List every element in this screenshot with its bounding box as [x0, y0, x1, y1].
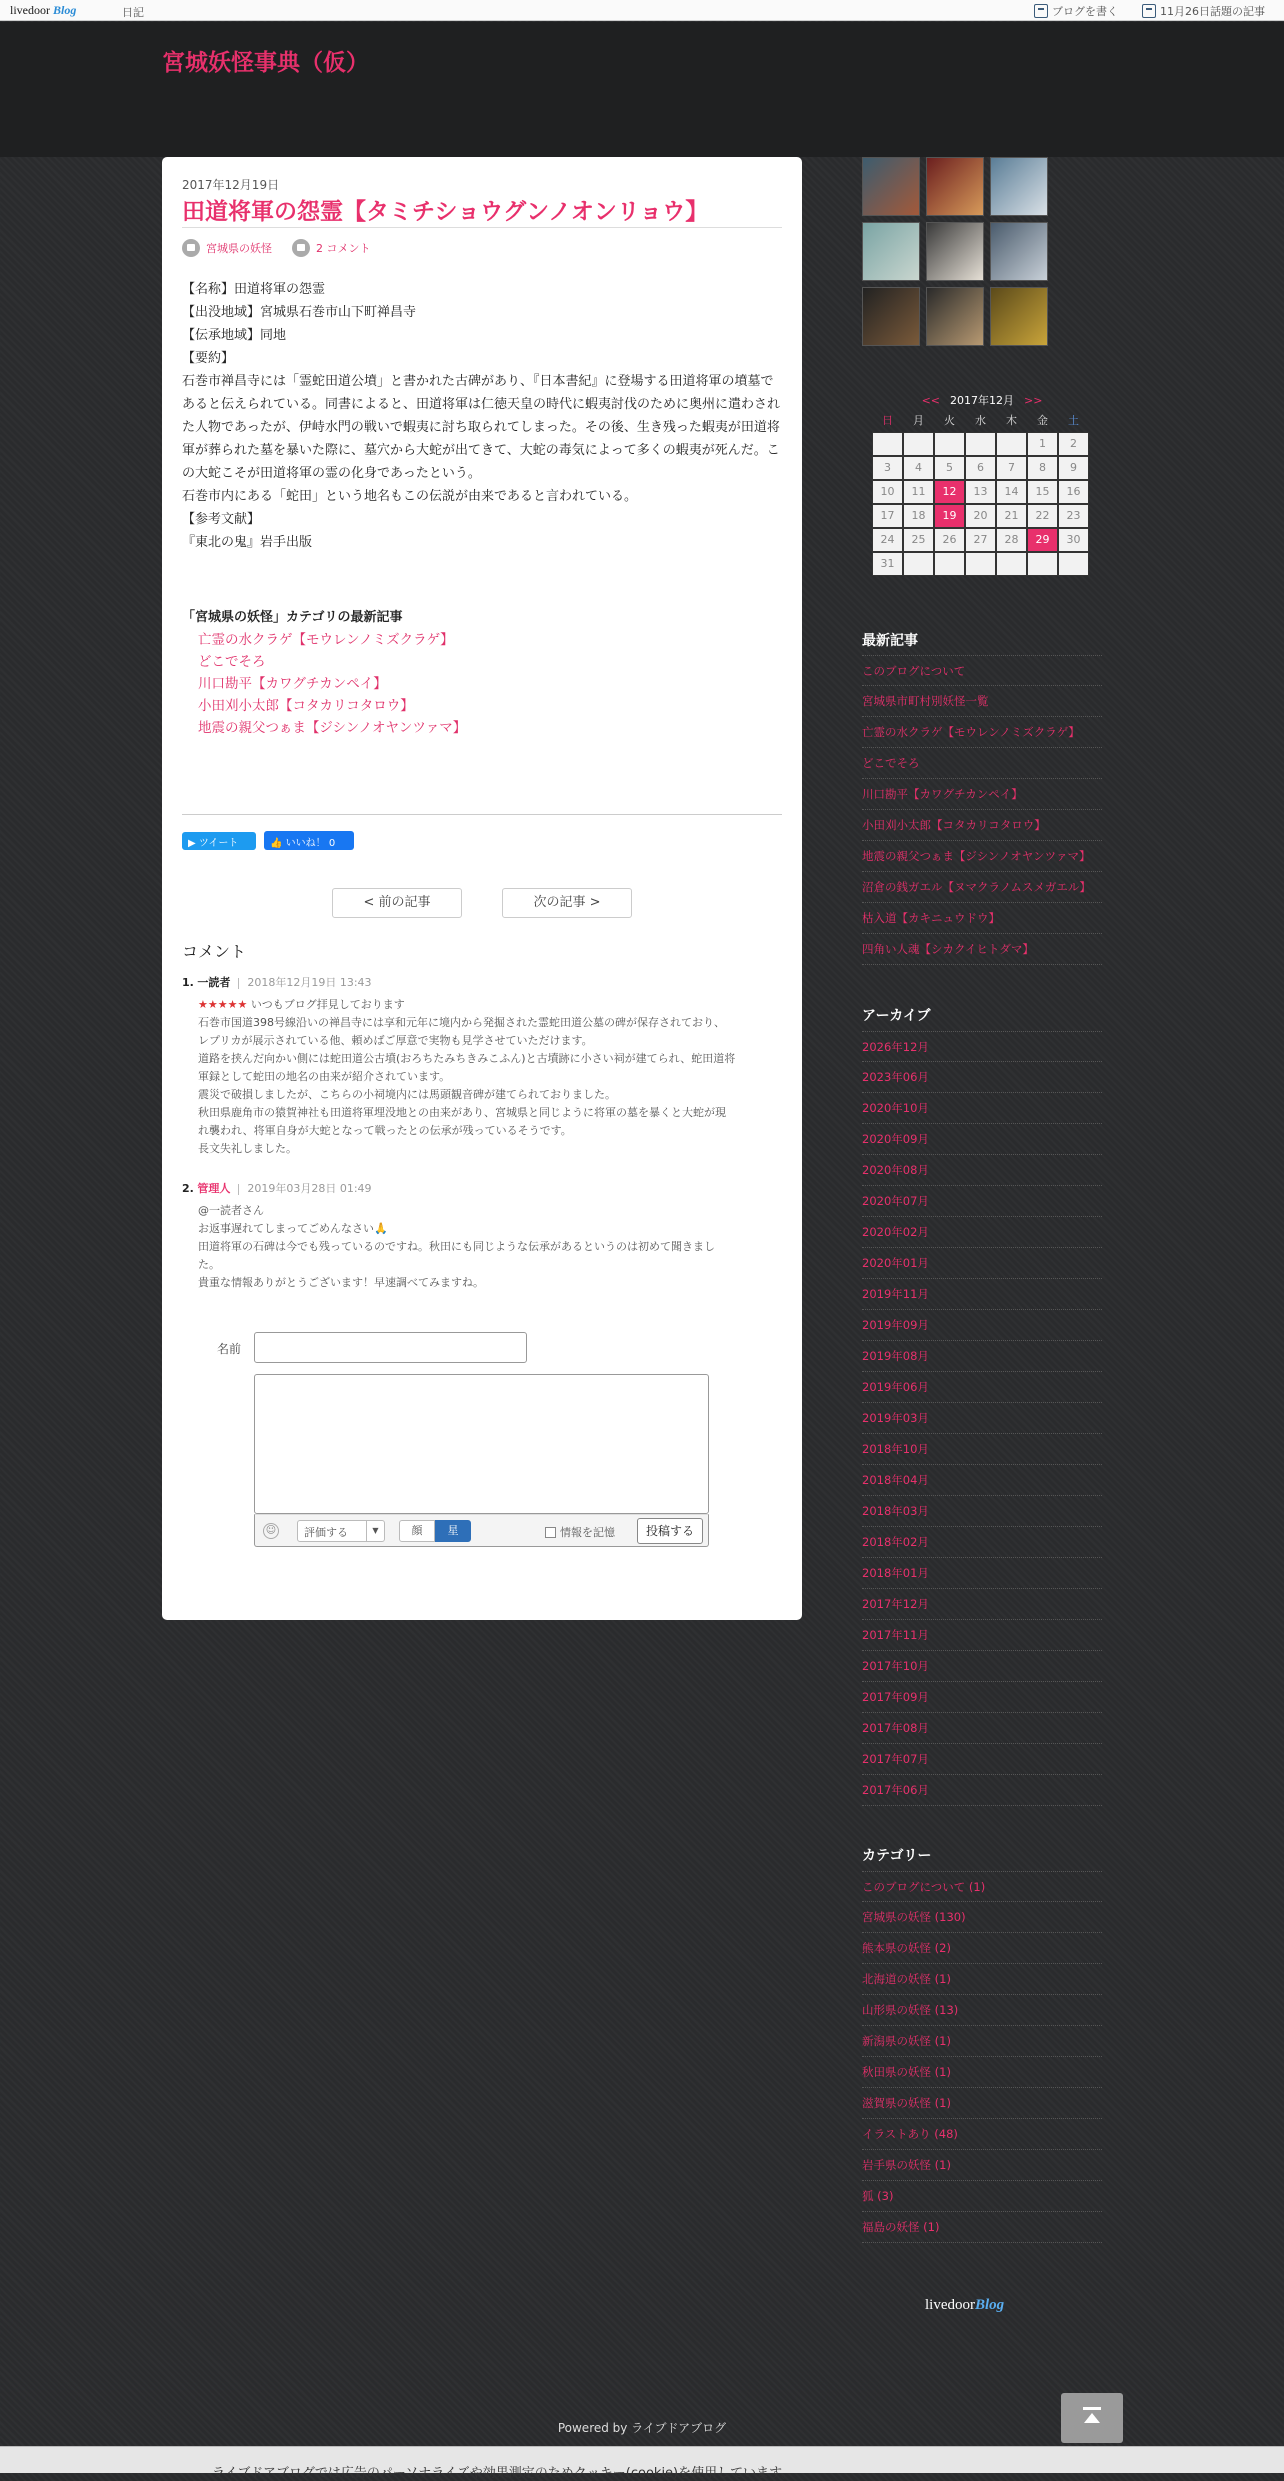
archive-link[interactable]: 2018年10月 [862, 1434, 1102, 1465]
thumbnail-image[interactable] [862, 222, 920, 281]
category-link[interactable]: 新潟県の妖怪 (1) [862, 2026, 1102, 2057]
calendar-day: 5 [934, 456, 965, 480]
checkbox-icon [545, 1527, 556, 1538]
comment-count-link[interactable]: 2 コメント [316, 242, 371, 255]
calendar-day: 9 [1058, 456, 1089, 480]
calendar-day [903, 432, 934, 456]
thumbnail-image[interactable] [862, 287, 920, 346]
calendar-day [996, 432, 1027, 456]
comment-text [182, 1202, 782, 1292]
body-line: 【名称】田道将軍の怨霊 [182, 282, 326, 297]
calendar-month: 2017年12月 [950, 394, 1014, 407]
category-icon [182, 239, 200, 257]
calendar-next[interactable]: >> [1024, 394, 1043, 407]
calendar-day: 15 [1027, 480, 1058, 504]
calendar-day [965, 552, 996, 576]
logo-text: livedoor [10, 3, 50, 17]
article-card [162, 157, 802, 1620]
write-blog-link[interactable] [1034, 3, 1118, 19]
thumbnail-image[interactable] [926, 287, 984, 346]
calendar-day: 17 [872, 504, 903, 528]
submit-comment-button[interactable]: 投稿する [637, 1518, 703, 1544]
calendar-prev[interactable]: << [921, 394, 940, 407]
archive-link[interactable]: 2020年01月 [862, 1248, 1102, 1279]
calendar-day: 6 [965, 456, 996, 480]
trending-link[interactable] [1142, 3, 1265, 19]
comment-number: 1. [182, 976, 194, 989]
calendar-day[interactable]: 19 [934, 504, 965, 528]
comment-number-author [182, 974, 230, 992]
calendar-dow: 土 [1068, 414, 1079, 427]
comment-time: 2019年03月28日 01:49 [247, 1182, 372, 1195]
calendar-day: 2 [1058, 432, 1089, 456]
calendar-dow: 水 [975, 414, 986, 427]
calendar-day: 7 [996, 456, 1027, 480]
recent-posts-list [862, 655, 1102, 965]
archive-link[interactable]: 2020年10月 [862, 1093, 1102, 1124]
archive-link[interactable]: 2018年03月 [862, 1496, 1102, 1527]
thumbnail-image[interactable] [990, 157, 1048, 216]
comment-line: @一読者さん [198, 1204, 264, 1217]
thumbs-up-icon: 👍 [270, 838, 286, 849]
like-label: いいね！ 0 [285, 838, 336, 849]
calendar-day: 24 [872, 528, 903, 552]
body-line: 『東北の鬼』岩手出版 [182, 535, 313, 550]
comment-number: 2. [182, 1182, 194, 1195]
thumbnail-image[interactable] [862, 157, 920, 216]
post-category-link[interactable]: 宮城県の妖怪 [206, 242, 272, 255]
calendar-day: 28 [996, 528, 1027, 552]
recent-post-link[interactable]: 地震の親父つぁま【ジシンノオヤンツァマ】 [862, 841, 1102, 872]
category-link[interactable]: 秋田県の妖怪 (1) [862, 2057, 1102, 2088]
comment-line: 貴重な情報ありがとうございます！早速調べてみますね。 [198, 1276, 484, 1289]
archive-link[interactable]: 2026年12月 [862, 1031, 1102, 1062]
calendar-day: 26 [934, 528, 965, 552]
tweet-label: ツイート [198, 838, 239, 849]
scroll-to-top-button[interactable] [1061, 2393, 1123, 2443]
archive-link[interactable]: 2019年09月 [862, 1310, 1102, 1341]
comment-line: 石巻市国道398号線沿いの禅昌寺には享和元年に境内から発掘された霊蛇田道公墓の碑が保存されており、 [198, 1016, 725, 1029]
archive-link[interactable]: 2019年08月 [862, 1341, 1102, 1372]
calendar-day: 20 [965, 504, 996, 528]
calendar-day: 23 [1058, 504, 1089, 528]
category-recent-item[interactable]: 川口勘平【カワグチカンペイ】 [198, 676, 387, 692]
comment-author: 一読者 [197, 976, 231, 989]
recent-post-link[interactable]: 川口勘平【カワグチカンペイ】 [862, 779, 1102, 810]
calendar [872, 392, 1092, 576]
comment-icon [292, 239, 310, 257]
calendar-day: 14 [996, 480, 1027, 504]
name-label: 名前 [217, 1342, 242, 1356]
bird-icon: ▶ [188, 838, 199, 849]
body-line: 【参考文献】 [182, 512, 261, 527]
category-recent-item[interactable]: 地震の親父つぁま【ジシンノオヤンツァマ】 [198, 720, 467, 736]
category-link[interactable]: 福島の妖怪 (1) [862, 2212, 1102, 2243]
comment-line: 道路を挟んだ向かい側には蛇田道公古墳(おろちたみちきみこふん)と古墳跡に小さい祠が建てられ、蛇田道将 [198, 1052, 736, 1065]
archive-link[interactable]: 2017年06月 [862, 1775, 1102, 1806]
comment-line: 田道将軍の石碑は今でも残っているのですね。秋田にも同じような伝承があるというのは初めて聞きまし [198, 1240, 715, 1253]
footer-logo-text: livedoor [925, 2297, 975, 2313]
post-body [182, 278, 782, 554]
recent-post-link[interactable]: どこでそろ [862, 748, 1102, 779]
comment-form-toolbar [254, 1514, 709, 1547]
category-link[interactable]: 熊本県の妖怪 (2) [862, 1933, 1102, 1964]
archive-link[interactable]: 2018年01月 [862, 1558, 1102, 1589]
calendar-day: 31 [872, 552, 903, 576]
recent-post-link[interactable]: 小田刈小太郎【コタカリコタロウ】 [862, 810, 1102, 841]
body-line: 石巻市内にある「蛇田」という地名もこの伝説が由来であると言われている。 [182, 489, 638, 504]
calendar-day [903, 552, 934, 576]
comment-text [182, 996, 782, 1158]
trending-label: 11月26日話題の記事 [1160, 5, 1265, 18]
archive-heading: アーカイブ [862, 1008, 931, 1024]
comment-line: た。 [198, 1258, 220, 1271]
category-link[interactable]: 滋賀県の妖怪 (1) [862, 2088, 1102, 2119]
archive-link[interactable]: 2017年08月 [862, 1713, 1102, 1744]
comment-textarea[interactable] [254, 1374, 709, 1514]
category-link[interactable]: 狐 (3) [862, 2181, 1102, 2212]
blog-header [0, 22, 1284, 157]
recent-post-link[interactable]: 沼倉の銭ガエル【ヌマクラノムスメガエル】 [862, 872, 1102, 903]
calendar-day [996, 552, 1027, 576]
recent-posts-heading: 最新記事 [862, 633, 918, 649]
comment-line: 長文失礼しました。 [198, 1142, 297, 1155]
calendar-day: 30 [1058, 528, 1089, 552]
calendar-day[interactable]: 12 [934, 480, 965, 504]
recent-post-link[interactable]: 四角い人魂【シカクイヒトダマ】 [862, 934, 1102, 965]
comment-item [182, 1180, 782, 1292]
rating-select[interactable] [297, 1520, 385, 1542]
footer-logo-blog: Blog [975, 2297, 1005, 2313]
thumbnail-image[interactable] [990, 287, 1048, 346]
cookie-text: ライブドアブログでは広告のパーソナライズや効果測定のためクッキー(cookie)を使用しています。 [212, 2466, 795, 2481]
post-meta [182, 239, 371, 257]
category-recent-heading: 「宮城県の妖怪」カテゴリの最新記事 [182, 610, 403, 625]
calendar-day: 27 [965, 528, 996, 552]
category-link[interactable]: イラストあり (48) [862, 2119, 1102, 2150]
next-post-button[interactable]: 次の記事 > [502, 888, 632, 918]
category-link[interactable]: 岩手県の妖怪 (1) [862, 2150, 1102, 2181]
calendar-day: 10 [872, 480, 903, 504]
calendar-day: 13 [965, 480, 996, 504]
calendar-dow: 火 [944, 414, 955, 427]
body-line: 【出没地域】宮城県石巻市山下町禅昌寺 [182, 305, 417, 320]
thumbnail-image[interactable] [926, 222, 984, 281]
post-title[interactable]: 田道将軍の怨霊【タミチショウグンノオンリョウ】 [182, 199, 709, 225]
archive-link[interactable]: 2017年12月 [862, 1589, 1102, 1620]
archive-list [862, 1031, 1102, 1806]
comment-number-author [182, 1180, 230, 1198]
calendar-day: 1 [1027, 432, 1058, 456]
calendar-dow: 金 [1037, 414, 1048, 427]
remember-label: 情報を記憶 [560, 1526, 615, 1539]
archive-link[interactable]: 2018年02月 [862, 1527, 1102, 1558]
chevron-down-icon: ▼ [366, 1521, 384, 1541]
cookie-notice [0, 2446, 1284, 2481]
post-date: 2017年12月19日 [182, 178, 280, 192]
calendar-day [872, 432, 903, 456]
calendar-day: 3 [872, 456, 903, 480]
comments-heading: コメント [182, 942, 247, 961]
archive-link[interactable]: 2023年06月 [862, 1062, 1102, 1093]
category-recent-item[interactable]: 小田刈小太郎【コタカリコタロウ】 [198, 698, 414, 714]
recent-post-link[interactable]: 亡霊の水クラゲ【モウレンノミズクラゲ】 [862, 717, 1102, 748]
face-toggle[interactable]: 顔 [399, 1520, 435, 1542]
comment-line: 震災で破損しましたが、こちらの小祠境内には馬頭観音碑が建てられておりました。 [198, 1088, 616, 1101]
archive-link[interactable]: 2017年09月 [862, 1682, 1102, 1713]
category-recent-posts [182, 607, 782, 739]
emoji-icon[interactable]: ☺ [263, 1523, 279, 1539]
calendar-day [934, 552, 965, 576]
body-line: 石巻市禅昌寺には「霊蛇田道公墳」と書かれた古碑があり、『日本書紀』に登場する田道将軍の墳墓であると伝えられている。同書によると、田道将軍は仁徳天皇の時代に蝦夷討伐のために奥州に遣わされた人物であったが、伊峙水門の戦いで蝦夷に討ち取られてしまった。その後、生き残った蝦夷が田道将軍が葬られた墓を暴いた際に、墓穴から大蛇が出てきて、大蛇の毒気によって多くの蝦夷が死んだ。この大蛇こそが田道将軍の霊の化身であったという。 [182, 374, 781, 481]
calendar-day: 11 [903, 480, 934, 504]
like-button[interactable] [264, 831, 354, 850]
body-line: 【伝承地域】同地 [182, 328, 287, 343]
title-divider [182, 227, 782, 228]
calendar-icon [1142, 4, 1156, 18]
footer-livedoor-blog-logo[interactable] [925, 2297, 1004, 2314]
category-recent-item[interactable]: 亡霊の水クラゲ【モウレンノミズクラゲ】 [198, 632, 454, 648]
archive-link[interactable]: 2019年03月 [862, 1403, 1102, 1434]
prev-post-button[interactable]: < 前の記事 [332, 888, 462, 918]
calendar-dow: 月 [913, 414, 924, 427]
archive-link[interactable]: 2020年09月 [862, 1124, 1102, 1155]
comment-line: れ襲われ、将軍自身が大蛇となって戦ったとの伝承が残っているそうです。 [198, 1124, 572, 1137]
calendar-day: 25 [903, 528, 934, 552]
livedoor-blog-logo[interactable] [10, 3, 76, 18]
name-input[interactable] [254, 1332, 527, 1363]
archive-link[interactable]: 2020年08月 [862, 1155, 1102, 1186]
star-toggle[interactable]: 星 [435, 1520, 471, 1542]
top-bar [0, 0, 1284, 21]
comment-author: 管理人 [197, 1182, 231, 1195]
recent-post-link[interactable]: 宮城県市町村別妖怪一覧 [862, 686, 1102, 717]
comment-line: 軍録として蛇田の地名の由来が紹介されています。 [198, 1070, 451, 1083]
category-link[interactable]: 山形県の妖怪 (13) [862, 1995, 1102, 2026]
thumbnail-image[interactable] [990, 222, 1048, 281]
calendar-dow: 日 [882, 414, 893, 427]
category-recent-item[interactable]: どこでそろ [198, 654, 266, 670]
rating-select-label: 評価する [304, 1526, 348, 1539]
recent-post-link[interactable]: 枯入道【カキニュウドウ】 [862, 903, 1102, 934]
category-list [862, 1871, 1102, 2243]
calendar-day [965, 432, 996, 456]
calendar-day [1027, 552, 1058, 576]
comment-time: 2018年12月19日 13:43 [247, 976, 372, 989]
archive-link[interactable]: 2017年10月 [862, 1651, 1102, 1682]
calendar-day: 4 [903, 456, 934, 480]
calendar-day: 8 [1027, 456, 1058, 480]
archive-link[interactable]: 2019年11月 [862, 1279, 1102, 1310]
archive-link[interactable]: 2019年06月 [862, 1372, 1102, 1403]
comment-line: レプリカが展示されている他、頼めばご厚意で実物も見学させていただけます。 [198, 1034, 593, 1047]
share-divider [182, 814, 782, 815]
comment-line: お返事遅れてしまってごめんなさい🙏 [198, 1222, 388, 1235]
comment-item [182, 974, 782, 1158]
archive-link[interactable]: 2020年07月 [862, 1186, 1102, 1217]
thumbnail-image[interactable] [926, 157, 984, 216]
rating-stars: ★★★★★ [198, 998, 248, 1011]
category-heading: カテゴリー [862, 1848, 932, 1864]
pencil-icon [1034, 4, 1048, 18]
body-line: 【要約】 [182, 351, 235, 366]
archive-link[interactable]: 2018年04月 [862, 1465, 1102, 1496]
archive-link[interactable]: 2017年07月 [862, 1744, 1102, 1775]
illustration-thumbnails [862, 157, 1048, 346]
calendar-day: 16 [1058, 480, 1089, 504]
calendar-day: 21 [996, 504, 1027, 528]
diary-link[interactable]: 日記 [122, 6, 144, 19]
logo-blog-text: Blog [53, 3, 77, 17]
calendar-day [1058, 552, 1089, 576]
archive-link[interactable]: 2017年11月 [862, 1620, 1102, 1651]
calendar-dow: 木 [1006, 414, 1017, 427]
category-link[interactable]: 宮城県の妖怪 (130) [862, 1902, 1102, 1933]
calendar-day [934, 432, 965, 456]
archive-link[interactable]: 2020年02月 [862, 1217, 1102, 1248]
comment-line: 秋田県鹿角市の猿賀神社も田道将軍埋没地との由来があり、宮城県と同じように将軍の墓を暴くと大蛇が現 [198, 1106, 726, 1119]
comment-line: いつもブログ拝見しております [250, 998, 405, 1011]
calendar-day: 18 [903, 504, 934, 528]
calendar-day[interactable]: 29 [1027, 528, 1058, 552]
category-link[interactable]: 北海道の妖怪 (1) [862, 1964, 1102, 1995]
remember-checkbox[interactable] [545, 1524, 615, 1540]
category-link[interactable]: このブログについて (1) [862, 1871, 1102, 1902]
blog-title[interactable]: 宮城妖怪事典（仮） [162, 50, 369, 76]
tweet-button[interactable] [182, 832, 256, 850]
calendar-day: 22 [1027, 504, 1058, 528]
recent-post-link[interactable]: このブログについて [862, 655, 1102, 686]
write-blog-label: ブログを書く [1052, 5, 1118, 18]
powered-by[interactable]: Powered by ライブドアブログ [557, 2421, 727, 2435]
